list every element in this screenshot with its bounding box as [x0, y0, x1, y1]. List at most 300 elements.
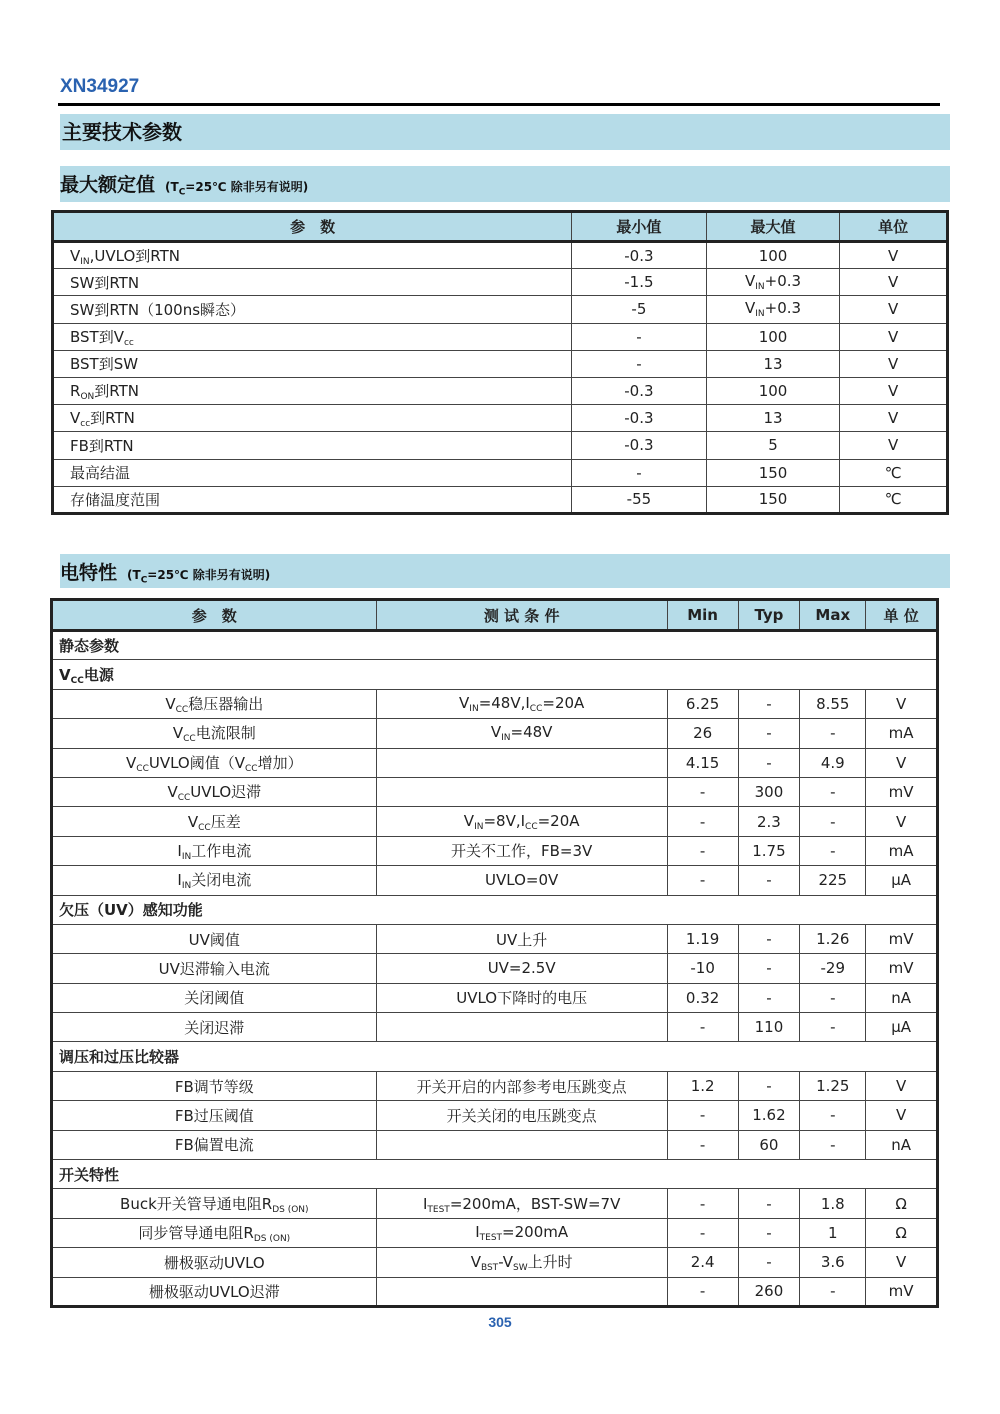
- max-value: 1.8: [820, 1194, 845, 1213]
- text-part: FB调节等级: [174, 1077, 254, 1096]
- unit-cell: [866, 836, 938, 865]
- col-header-unit: 单 位: [866, 600, 938, 631]
- min-value: -: [699, 783, 706, 802]
- unit-cell: [840, 432, 948, 459]
- text-part: 关闭阈值: [184, 989, 245, 1008]
- min-cell: [667, 1130, 738, 1159]
- table-row: [53, 296, 948, 323]
- min-value: 6.25: [685, 694, 720, 713]
- unit-cell: [866, 1277, 938, 1306]
- param-cell: [52, 807, 377, 836]
- text-part: Buck开关管导通电阻R: [120, 1194, 273, 1213]
- text-part: 最高结温: [70, 464, 131, 483]
- typ-value: -: [766, 988, 772, 1007]
- typ-cell: [738, 836, 800, 865]
- min-value: -0.3: [624, 436, 654, 455]
- table-row: [53, 350, 948, 377]
- min-value: -: [636, 463, 642, 482]
- min-cell: [667, 1218, 738, 1247]
- max-cell: [706, 242, 840, 269]
- col-header-unit: 单位: [840, 212, 948, 242]
- text-part: V: [187, 812, 199, 831]
- typ-cell: [738, 1013, 800, 1042]
- param-cell: [53, 242, 572, 269]
- text-part: +0.3: [764, 272, 802, 291]
- unit-value: μA: [891, 1018, 911, 1037]
- group-row: [52, 895, 938, 924]
- table-row: [53, 405, 948, 432]
- max-cell: [800, 1277, 866, 1306]
- param-cell: [53, 377, 572, 404]
- param-cell: [52, 1013, 377, 1042]
- max-value: 1.25: [816, 1077, 850, 1096]
- param-cell: [52, 748, 377, 777]
- table-row: [52, 1248, 938, 1277]
- text-part: 关闭迟滞: [184, 1018, 245, 1037]
- group-row: [52, 1042, 938, 1071]
- group-switch: [52, 1160, 938, 1189]
- typ-value: -: [766, 959, 772, 978]
- typ-cell: [738, 719, 800, 748]
- unit-cell: [866, 748, 938, 777]
- condition-cell: [376, 807, 667, 836]
- typ-value: -: [766, 724, 772, 743]
- min-cell: [572, 432, 707, 459]
- condition-cell: [376, 719, 667, 748]
- param-cell: [53, 269, 572, 296]
- min-cell: [667, 719, 738, 748]
- text-part: -V: [498, 1253, 513, 1272]
- min-cell: [667, 836, 738, 865]
- subscript: CC: [136, 763, 149, 774]
- text-part: UV迟滞输入电流: [158, 959, 270, 978]
- unit-cell: [840, 377, 948, 404]
- min-cell: [667, 748, 738, 777]
- text-part: ,UVLO到RTN: [89, 246, 181, 265]
- condition-cell: [376, 1248, 667, 1277]
- max-cell: [800, 866, 866, 895]
- subscript: BST: [480, 1263, 499, 1274]
- min-value: 2.4: [690, 1253, 715, 1272]
- table-row: [52, 836, 938, 865]
- typ-value: -: [766, 871, 772, 890]
- section-max-title: 最大额定值: [60, 174, 156, 196]
- text-part: UVLO=0V: [485, 871, 559, 890]
- subscript: TEST: [427, 1204, 450, 1215]
- min-value: -: [699, 1135, 706, 1154]
- min-value: -: [699, 1282, 706, 1301]
- typ-value: 1.62: [752, 1106, 786, 1125]
- text-part: 开关不工作，FB=3V: [451, 842, 593, 861]
- condition-cell: [376, 1071, 667, 1100]
- text-part: 100: [758, 327, 788, 346]
- min-cell: [572, 242, 707, 269]
- param-cell: [52, 1218, 377, 1247]
- unit-cell: [866, 924, 938, 953]
- typ-value: 2.3: [757, 812, 781, 831]
- group-regulator: [52, 1042, 938, 1071]
- param-cell: [53, 432, 572, 459]
- col-header-min: Min: [667, 600, 738, 631]
- unit-value: V: [888, 382, 899, 401]
- param-cell: [52, 1071, 377, 1100]
- condition-cell: [376, 777, 667, 806]
- min-value: -55: [626, 490, 652, 509]
- table-row: [52, 748, 938, 777]
- min-cell: [572, 377, 707, 404]
- min-value: -0.3: [624, 382, 654, 401]
- header-rule: [58, 103, 940, 106]
- max-value: -29: [820, 959, 846, 978]
- subscript: CC: [198, 822, 211, 833]
- text-part: SW到RTN（100ns瞬态）: [70, 300, 246, 319]
- col-header-typ: Typ: [738, 600, 800, 631]
- text-part: BST到V: [70, 327, 124, 346]
- text-part: V: [126, 753, 137, 772]
- subscript: IN: [469, 703, 479, 714]
- table-row: [53, 432, 948, 459]
- unit-cell: [866, 954, 938, 983]
- text-part: +0.3: [764, 299, 802, 318]
- min-value: -: [636, 327, 642, 346]
- table-row: [52, 866, 938, 895]
- unit-cell: [840, 486, 948, 513]
- param-cell: [52, 983, 377, 1012]
- text-part: R: [70, 382, 81, 401]
- typ-cell: [738, 983, 800, 1012]
- col-header-condition: 测 试 条 件: [376, 600, 667, 631]
- text-part: 增加）: [257, 753, 303, 772]
- max-value: -: [830, 812, 836, 831]
- unit-cell: [866, 689, 938, 718]
- subscript: CC: [175, 704, 189, 715]
- unit-cell: [866, 1101, 938, 1130]
- max-cell: [800, 954, 866, 983]
- condition-cell: [376, 1277, 667, 1306]
- text-part: V: [490, 723, 502, 742]
- typ-cell: [738, 689, 800, 718]
- condition-cell: [376, 1218, 667, 1247]
- condition-cell: [376, 1189, 667, 1218]
- subscript: CC: [529, 703, 543, 714]
- text-part: 栅极驱动UVLO: [163, 1253, 265, 1272]
- min-value: -: [699, 1194, 706, 1213]
- text-part: =48V,I: [478, 693, 530, 712]
- param-cell: [53, 405, 572, 432]
- min-cell: [667, 689, 738, 718]
- max-cell: [800, 689, 866, 718]
- unit-cell: [866, 983, 938, 1012]
- typ-cell: [738, 1277, 800, 1306]
- text-part: 100: [758, 382, 788, 401]
- max-cell: [800, 777, 866, 806]
- max-cell: [800, 1248, 866, 1277]
- max-value: -: [830, 783, 836, 802]
- unit-value: V: [888, 327, 899, 346]
- condition-cell: [376, 924, 667, 953]
- table-row: [53, 269, 948, 296]
- min-value: -: [699, 1224, 706, 1242]
- unit-cell: [840, 323, 948, 350]
- text-part: 150: [758, 463, 788, 482]
- max-cell: [800, 1013, 866, 1042]
- unit-value: V: [895, 1253, 907, 1272]
- subscript: CC: [183, 734, 196, 745]
- typ-cell: [738, 1218, 800, 1247]
- text-part: 稳压器输出: [188, 694, 264, 713]
- typ-value: -: [766, 1077, 772, 1096]
- unit-cell: [866, 866, 938, 895]
- subscript: cc: [123, 337, 134, 348]
- min-cell: [667, 954, 738, 983]
- text-part: 到RTN: [94, 382, 139, 401]
- text-part: 13: [763, 354, 783, 373]
- group-label: 欠压（UV）感知功能: [59, 901, 203, 920]
- group-label: 静态参数: [59, 637, 120, 656]
- section-main-title: 主要技术参数: [60, 114, 950, 150]
- table-row: [53, 377, 948, 404]
- min-cell: [572, 459, 707, 486]
- param-cell: [53, 350, 572, 377]
- max-value: -: [830, 1282, 836, 1301]
- param-cell: [52, 1189, 377, 1218]
- min-value: -: [699, 1018, 706, 1037]
- text-part: V: [470, 1253, 481, 1272]
- min-cell: [667, 1101, 738, 1130]
- table-row: [52, 954, 938, 983]
- max-value: -: [830, 724, 836, 743]
- unit-value: mV: [888, 783, 914, 802]
- text-part: 工作电流: [191, 841, 252, 860]
- max-cell: [800, 719, 866, 748]
- text-part: =8V,I: [483, 811, 526, 830]
- param-cell: [52, 924, 377, 953]
- typ-value: -: [766, 930, 772, 949]
- min-cell: [667, 1013, 738, 1042]
- param-cell: [53, 323, 572, 350]
- min-value: -1.5: [624, 273, 654, 292]
- typ-value: 60: [759, 1135, 779, 1154]
- unit-cell: [866, 1189, 938, 1218]
- min-value: -: [699, 812, 706, 831]
- unit-value: V: [888, 409, 899, 428]
- typ-value: -: [766, 694, 772, 713]
- text-part: V: [172, 724, 184, 743]
- subscript: CC: [245, 763, 258, 774]
- typ-cell: [738, 807, 800, 836]
- text-part: V: [165, 694, 176, 713]
- condition-cell: [376, 983, 667, 1012]
- param-cell: [52, 954, 377, 983]
- typ-cell: [738, 924, 800, 953]
- text-part: V: [744, 272, 756, 291]
- unit-cell: [866, 1071, 938, 1100]
- min-value: -10: [690, 959, 715, 978]
- max-value: 4.9: [820, 753, 845, 772]
- table-row: [52, 777, 938, 806]
- group-row: [52, 1160, 938, 1189]
- unit-value: V: [888, 436, 899, 455]
- max-value: -: [830, 988, 836, 1007]
- unit-value: V: [888, 354, 899, 373]
- part-number: XN34927: [60, 76, 140, 97]
- subscript: IN: [755, 282, 765, 293]
- text-part: 13: [763, 409, 783, 428]
- min-value: -: [636, 354, 642, 373]
- unit-value: ℃: [884, 490, 902, 509]
- min-cell: [667, 866, 738, 895]
- condition-cell: [376, 689, 667, 718]
- max-cell: [800, 1130, 866, 1159]
- min-cell: [572, 405, 707, 432]
- min-cell: [572, 486, 707, 513]
- min-cell: [667, 807, 738, 836]
- typ-cell: [738, 954, 800, 983]
- subscript: DS (ON): [272, 1204, 309, 1215]
- group-row: [52, 631, 938, 660]
- min-cell: [572, 350, 707, 377]
- unit-value: Ω: [895, 1194, 907, 1213]
- unit-value: V: [895, 753, 907, 772]
- param-cell: [52, 866, 377, 895]
- unit-value: μA: [891, 871, 911, 890]
- table-row: [53, 486, 948, 513]
- unit-cell: [840, 459, 948, 486]
- unit-value: mV: [888, 1282, 914, 1301]
- text-part: 150: [758, 490, 788, 509]
- group-label: V: [59, 665, 71, 684]
- text-part: =20A: [542, 693, 585, 712]
- min-value: 26: [693, 724, 713, 743]
- table-row: [52, 719, 938, 748]
- max-value: 225: [818, 871, 848, 890]
- subscript: IN: [755, 309, 765, 320]
- text-part: =20A: [537, 811, 580, 830]
- typ-value: 110: [754, 1018, 784, 1037]
- max-cell: [706, 323, 840, 350]
- min-value: 1.2: [690, 1077, 715, 1096]
- unit-value: mV: [888, 959, 914, 978]
- param-cell: [52, 1248, 377, 1277]
- condition-cell: [376, 836, 667, 865]
- text-part: UVLO迟滞: [190, 783, 262, 802]
- text-part: 100: [758, 246, 788, 265]
- text-part: I: [475, 1223, 480, 1241]
- text-part: V: [463, 811, 475, 830]
- unit-cell: [840, 242, 948, 269]
- table-row: [52, 1071, 938, 1100]
- text-part: 压差: [210, 812, 241, 831]
- unit-value: V: [888, 246, 899, 265]
- unit-value: V: [895, 812, 907, 831]
- subscript: cc: [80, 419, 91, 430]
- param-cell: [53, 486, 572, 513]
- subscript: DS (ON): [253, 1234, 291, 1244]
- col-header-min: 最小值: [572, 212, 707, 242]
- condition-cell: [376, 748, 667, 777]
- typ-value: -: [766, 1253, 772, 1272]
- typ-cell: [738, 748, 800, 777]
- param-cell: [52, 719, 377, 748]
- min-cell: [667, 1071, 738, 1100]
- typ-value: 1.75: [752, 841, 786, 860]
- typ-value: 260: [754, 1282, 784, 1301]
- typ-cell: [738, 1071, 800, 1100]
- max-cell: [800, 924, 866, 953]
- max-cell: [800, 836, 866, 865]
- unit-value: V: [888, 273, 899, 292]
- param-cell: [52, 689, 377, 718]
- unit-value: ℃: [884, 463, 902, 482]
- unit-value: V: [895, 694, 907, 713]
- text-part: I: [422, 1194, 428, 1213]
- condition-cell: [376, 1013, 667, 1042]
- text-part: V: [744, 299, 756, 318]
- text-part: 电流限制: [195, 724, 256, 743]
- min-cell: [572, 323, 707, 350]
- text-part: UVLO下降时的电压: [456, 989, 588, 1008]
- text-part: 栅极驱动UVLO迟滞: [148, 1282, 280, 1301]
- group-label: 开关特性: [59, 1165, 120, 1184]
- min-value: 1.19: [685, 930, 720, 949]
- group-vcc: [52, 660, 938, 689]
- max-value: -: [830, 841, 836, 860]
- text-part: BST到SW: [70, 355, 139, 374]
- unit-cell: [866, 1013, 938, 1042]
- max-cell: [706, 486, 840, 513]
- table-row: [52, 1218, 938, 1247]
- table-row: [52, 807, 938, 836]
- text-part: UV=2.5V: [487, 959, 556, 978]
- unit-value: Ω: [895, 1224, 907, 1242]
- max-value: 1.26: [816, 930, 850, 949]
- text-part: 关闭电流: [191, 871, 252, 890]
- max-cell: [706, 377, 840, 404]
- text-part: 存储温度范围: [70, 490, 161, 509]
- max-cell: [706, 350, 840, 377]
- subscript: IN: [181, 881, 192, 892]
- text-part: FB偏置电流: [174, 1136, 254, 1155]
- subscript: IN: [80, 256, 90, 267]
- text-part: UV上升: [496, 930, 548, 949]
- min-cell: [667, 1248, 738, 1277]
- col-header-max: Max: [800, 600, 866, 631]
- subscript: CC: [70, 675, 84, 686]
- text-part: FB过压阈值: [174, 1106, 254, 1125]
- unit-cell: [866, 719, 938, 748]
- electrical-table: [50, 598, 939, 1308]
- param-cell: [52, 836, 377, 865]
- min-cell: [572, 269, 707, 296]
- min-cell: [667, 983, 738, 1012]
- typ-cell: [738, 1248, 800, 1277]
- subscript: IN: [181, 851, 192, 862]
- text-part: 上升时: [527, 1253, 573, 1272]
- max-value: 8.55: [816, 694, 850, 713]
- typ-value: -: [766, 1224, 772, 1242]
- max-value: 3.6: [820, 1253, 845, 1272]
- param-cell: [53, 296, 572, 323]
- table-header-row: [53, 212, 948, 242]
- max-cell: [800, 807, 866, 836]
- condition-cell: [376, 866, 667, 895]
- section-max-ratings: [60, 166, 950, 202]
- col-header-param: 参 数: [53, 212, 572, 242]
- subscript: IN: [501, 733, 511, 744]
- subscript: ON: [80, 392, 95, 403]
- max-value: -: [830, 1135, 836, 1154]
- section-elec-note: ($T_C=25℃$ 除非另有说明): [127, 568, 271, 586]
